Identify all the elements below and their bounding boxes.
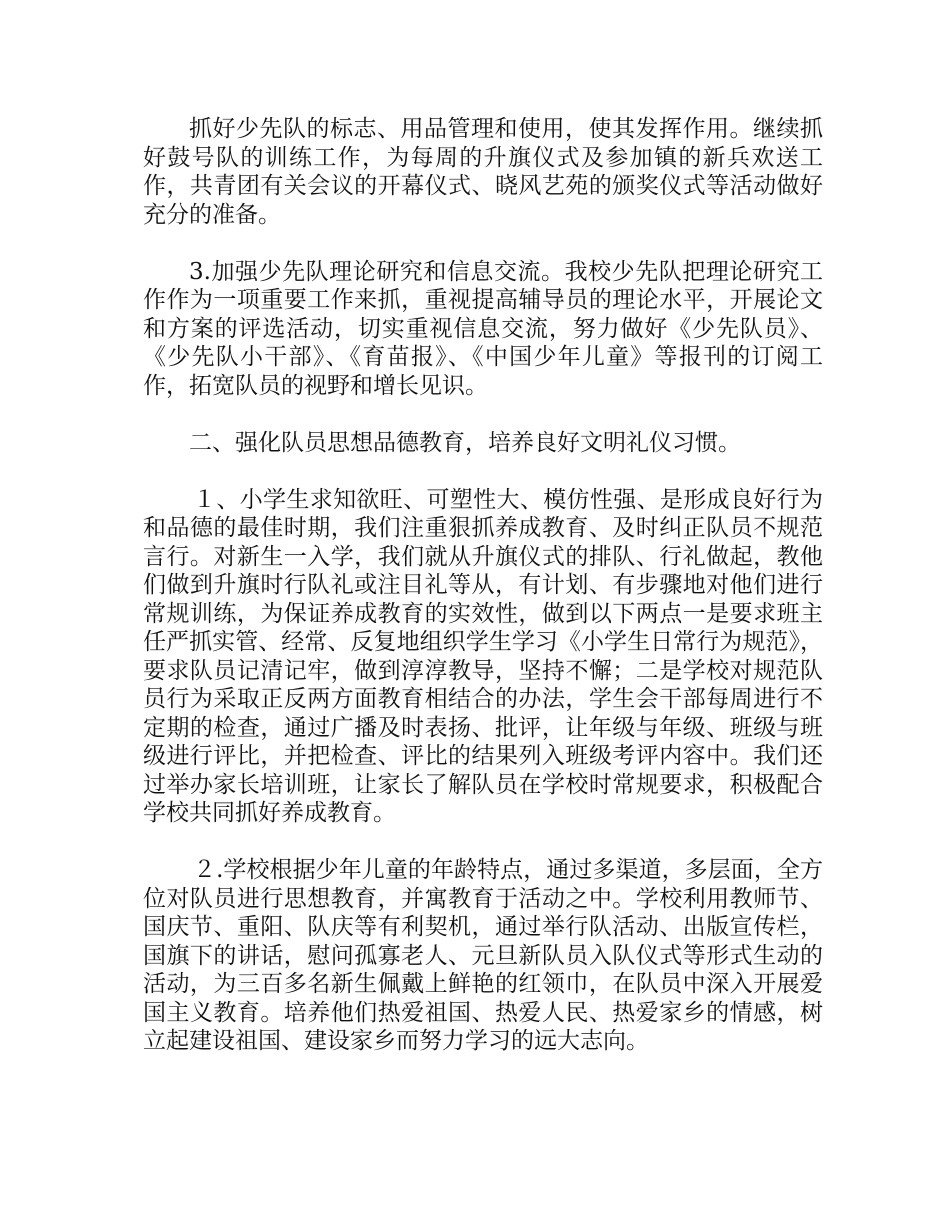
- paragraph-badge-management: 抓好少先队的标志、用品管理和使用，使其发挥作用。继续抓好鼓号队的训练工作，为每周的升旗仪式及参加镇的新兵欢送工作，共青团有关会议的开幕仪式、晓风艺苑的颁奖仪式等活动做好充分的准备。: [143, 116, 823, 228]
- paragraph-habit-education: １、小学生求知欲旺、可塑性大、模仿性强、是形成良好行为和品德的最佳时期，我们注重狠抓养成教育、及时纠正队员不规范言行。对新生一入学，我们就从升旗仪式的排队、行礼做起，教他们做到升旗时行队礼或注目礼等从，有计划、有步骤地对他们进行常规训练，为保证养成教育的实效性，做到以下两点一是要求班主任严抓实管、经常、反复地组织学生学习《小学生日常行为规范》，要求队员记清记牢，做到淳淳教导，坚持不懈；二是学校对规范队员行为采取正反两方面教育相结合的办法，学生会干部每周进行不定期的检查，通过广播及时表扬、批评，让年级与年级、班级与班级进行评比，并把检查、评比的结果列入班级考评内容中。我们还过举办家长培训班，让家长了解队员在学校时常规要求，积极配合学校共同抓好养成教育。: [143, 486, 823, 826]
- document-body: [143, 115, 823, 1084]
- section-heading-moral-education: 二、强化队员思想品德教育，培养良好文明礼仪习惯。: [189, 429, 741, 456]
- paragraph-theory-research: 3.加强少先队理论研究和信息交流。我校少先队把理论研究工作作为一项重要工作来抓，重视提高辅导员的理论水平，开展论文和方案的评选活动，切实重视信息交流，努力做好《少先队员》、《少先队小干部》、《育苗报》、《中国少年儿童》等报刊的订阅工作，拓宽队员的视野和增长见识。: [143, 258, 823, 399]
- paragraph-ideological-education: ２.学校根据少年儿童的年龄特点，通过多渠道，多层面，全方位对队员进行思想教育，并寓教育于活动之中。学校利用教师节、国庆节、重阳、队庆等有利契机，通过举行队活动、出版宣传栏，国旗下的讲话，慰问孤寡老人、元旦新队员入队仪式等形式生动的活动，为三百多名新生佩戴上鲜艳的红领巾，在队员中深入开展爱国主义教育。培养他们热爱祖国、热爱人民、热爱家乡的情感，树立起建设祖国、建设家乡而努力学习的远大志向。: [143, 857, 823, 1054]
